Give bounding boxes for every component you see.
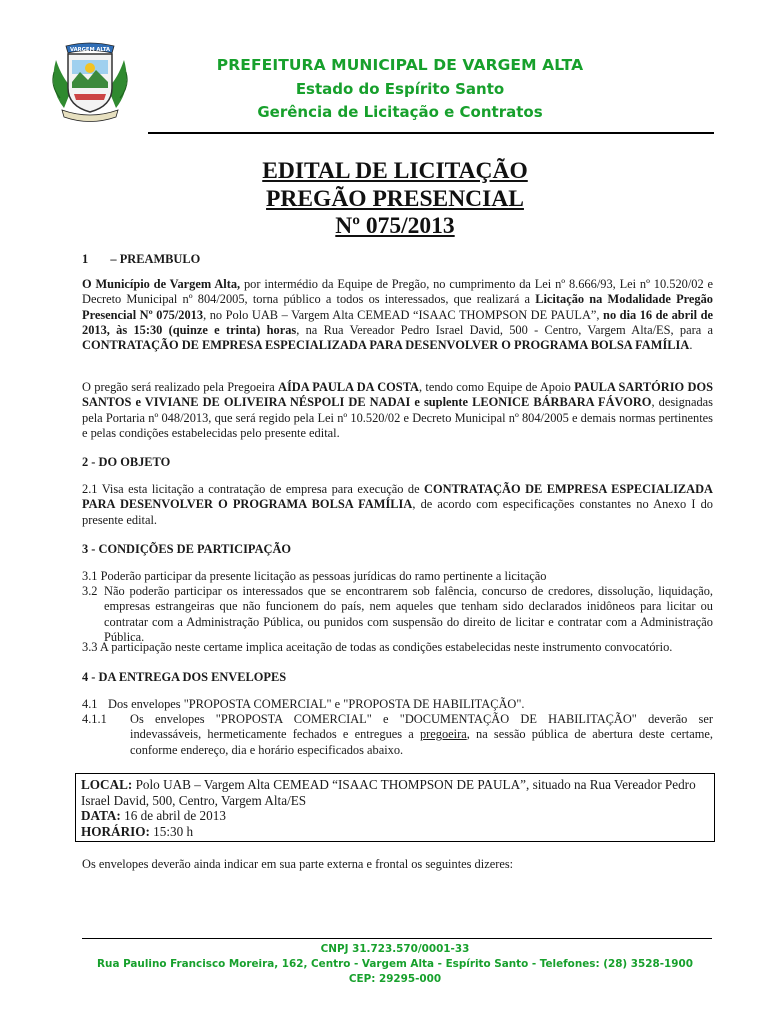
item-number: 4.1 (82, 697, 98, 711)
footer-divider (82, 938, 712, 939)
item-number: 3.2 (82, 584, 98, 598)
header-divider (148, 132, 714, 134)
title-line-2: PREGÃO PRESENCIAL (266, 186, 524, 212)
session-local: LOCAL: Polo UAB – Vargem Alta CEMEAD “ISAAC THOMPSON DE PAULA”, situado na Rua Vereador Pedro Israel David, 500, Centro, Vargem Alta/ES (81, 777, 696, 808)
item-number: 4.1.1 (82, 712, 107, 726)
header-state: Estado do Espírito Santo (295, 80, 505, 98)
title-line-1: EDITAL DE LICITAÇÃO (262, 158, 528, 184)
session-date: DATA: 16 de abril de 2013 (81, 808, 226, 824)
footer-cnpj: CNPJ 31.723.570/0001-33 (320, 943, 470, 955)
participacao-item-3-3: 3.3 A participação neste certame implica aceitação de todas as condições estabelecidas neste instrumento convocatório. (82, 640, 673, 654)
item-text: Dos envelopes "PROPOSTA COMERCIAL" e "PROPOSTA DE HABILITAÇÃO". (108, 697, 525, 711)
footer-address: Rua Paulino Francisco Moreira, 162, Centro - Vargem Alta - Espírito Santo - Telefones: (28) 3528-1900 (97, 958, 693, 970)
session-info-box (75, 773, 715, 842)
header-department: Gerência de Licitação e Contratos (257, 103, 543, 121)
item-text: Os envelopes "PROPOSTA COMERCIAL" e "DOCUMENTAÇÃO DE HABILITAÇÃO" deverão ser indevassáveis, hermeticamente fechados e entregues a pregoeira, na sessão pública de abertura deste certame, conforme endereço, dia e horário especificados abaixo. (130, 712, 713, 757)
section-4-heading: 4 - DA ENTREGA DOS ENVELOPES (82, 670, 287, 684)
section-2-heading: 2 - DO OBJETO (82, 455, 171, 469)
section-1-heading (82, 252, 200, 267)
session-time: HORÁRIO: 15:30 h (81, 823, 194, 839)
footer-cep: CEP: 29295-000 (348, 973, 442, 985)
pregoeira-paragraph: O pregão será realizado pela Pregoeira AÍDA PAULA DA COSTA, tendo como Equipe de Apoio PAULA SARTÓRIO DOS SANTOS e VIVIANE DE OLIVEIRA NÉSPOLI DE NADAI e suplente LEONICE BÁRBARA FÁVORO, designadas pela Portaria nº 048/2013, que será regido pela Lei nº 10.520/02 e Decreto Municipal nº 804/2005 e demais normas pertinentes e pelas condições estabelecidas pelo presente edital. (82, 380, 713, 440)
header-municipality: PREFEITURA MUNICIPAL DE VARGEM ALTA (216, 56, 584, 74)
section-3-heading: 3 - CONDIÇÕES DE PARTICIPAÇÃO (82, 542, 292, 556)
item-text: Não poderão participar os interessados que se encontrarem sob falência, concurso de credores, dissolução, liquidação, empresas estrangeiras que não funcionem do país, nem aqueles que tenham sido declarados inidôneos para licitar ou contratar com a Administração Pública, ou punidos com suspensão do direito de licitar e contratar com a Administração Pública. (104, 584, 713, 644)
section-1-title: – PREAMBULO (110, 252, 201, 266)
title-line-3: Nº 075/2013 (335, 213, 455, 239)
municipal-seal-icon (46, 38, 134, 122)
participacao-item-3-1: 3.1 Poderão participar da presente licitação as pessoas jurídicas do ramo pertinente a licitação (82, 569, 547, 583)
closing-paragraph: Os envelopes deverão ainda indicar em sua parte externa e frontal os seguintes dizeres: (82, 857, 514, 871)
objeto-paragraph: 2.1 Visa esta licitação a contratação de empresa para execução de CONTRATAÇÃO DE EMPRESA ESPECIALIZADA PARA DESENVOLVER O PROGRAMA BOLSA FAMÍLIA, de acordo com especificações constantes no Anexo I do presente edital. (82, 482, 713, 527)
preambulo-paragraph: O Município de Vargem Alta, por intermédio da Equipe de Pregão, no cumprimento da Lei nº 8.666/93, Lei nº 10.520/02 e Decreto Municipal nº 804/2005, torna público a todos os interessados, que realizará a Licitação na Modalidade Pregão Presencial Nº 075/2013, no Polo UAB – Vargem Alta CEMEAD “ISAAC THOMPSON DE PAULA”, no dia 16 de abril de 2013, às 15:30 (quinze e trinta) horas, na Rua Vereador Pedro Israel David, 500 - Centro, Vargem Alta/ES, para a CONTRATAÇÃO DE EMPRESA ESPECIALIZADA PARA DESENVOLVER O PROGRAMA BOLSA FAMÍLIA. (82, 277, 714, 353)
section-1-number: 1 (82, 252, 89, 266)
svg-text:VARGEM ALTA: VARGEM ALTA (69, 47, 111, 53)
